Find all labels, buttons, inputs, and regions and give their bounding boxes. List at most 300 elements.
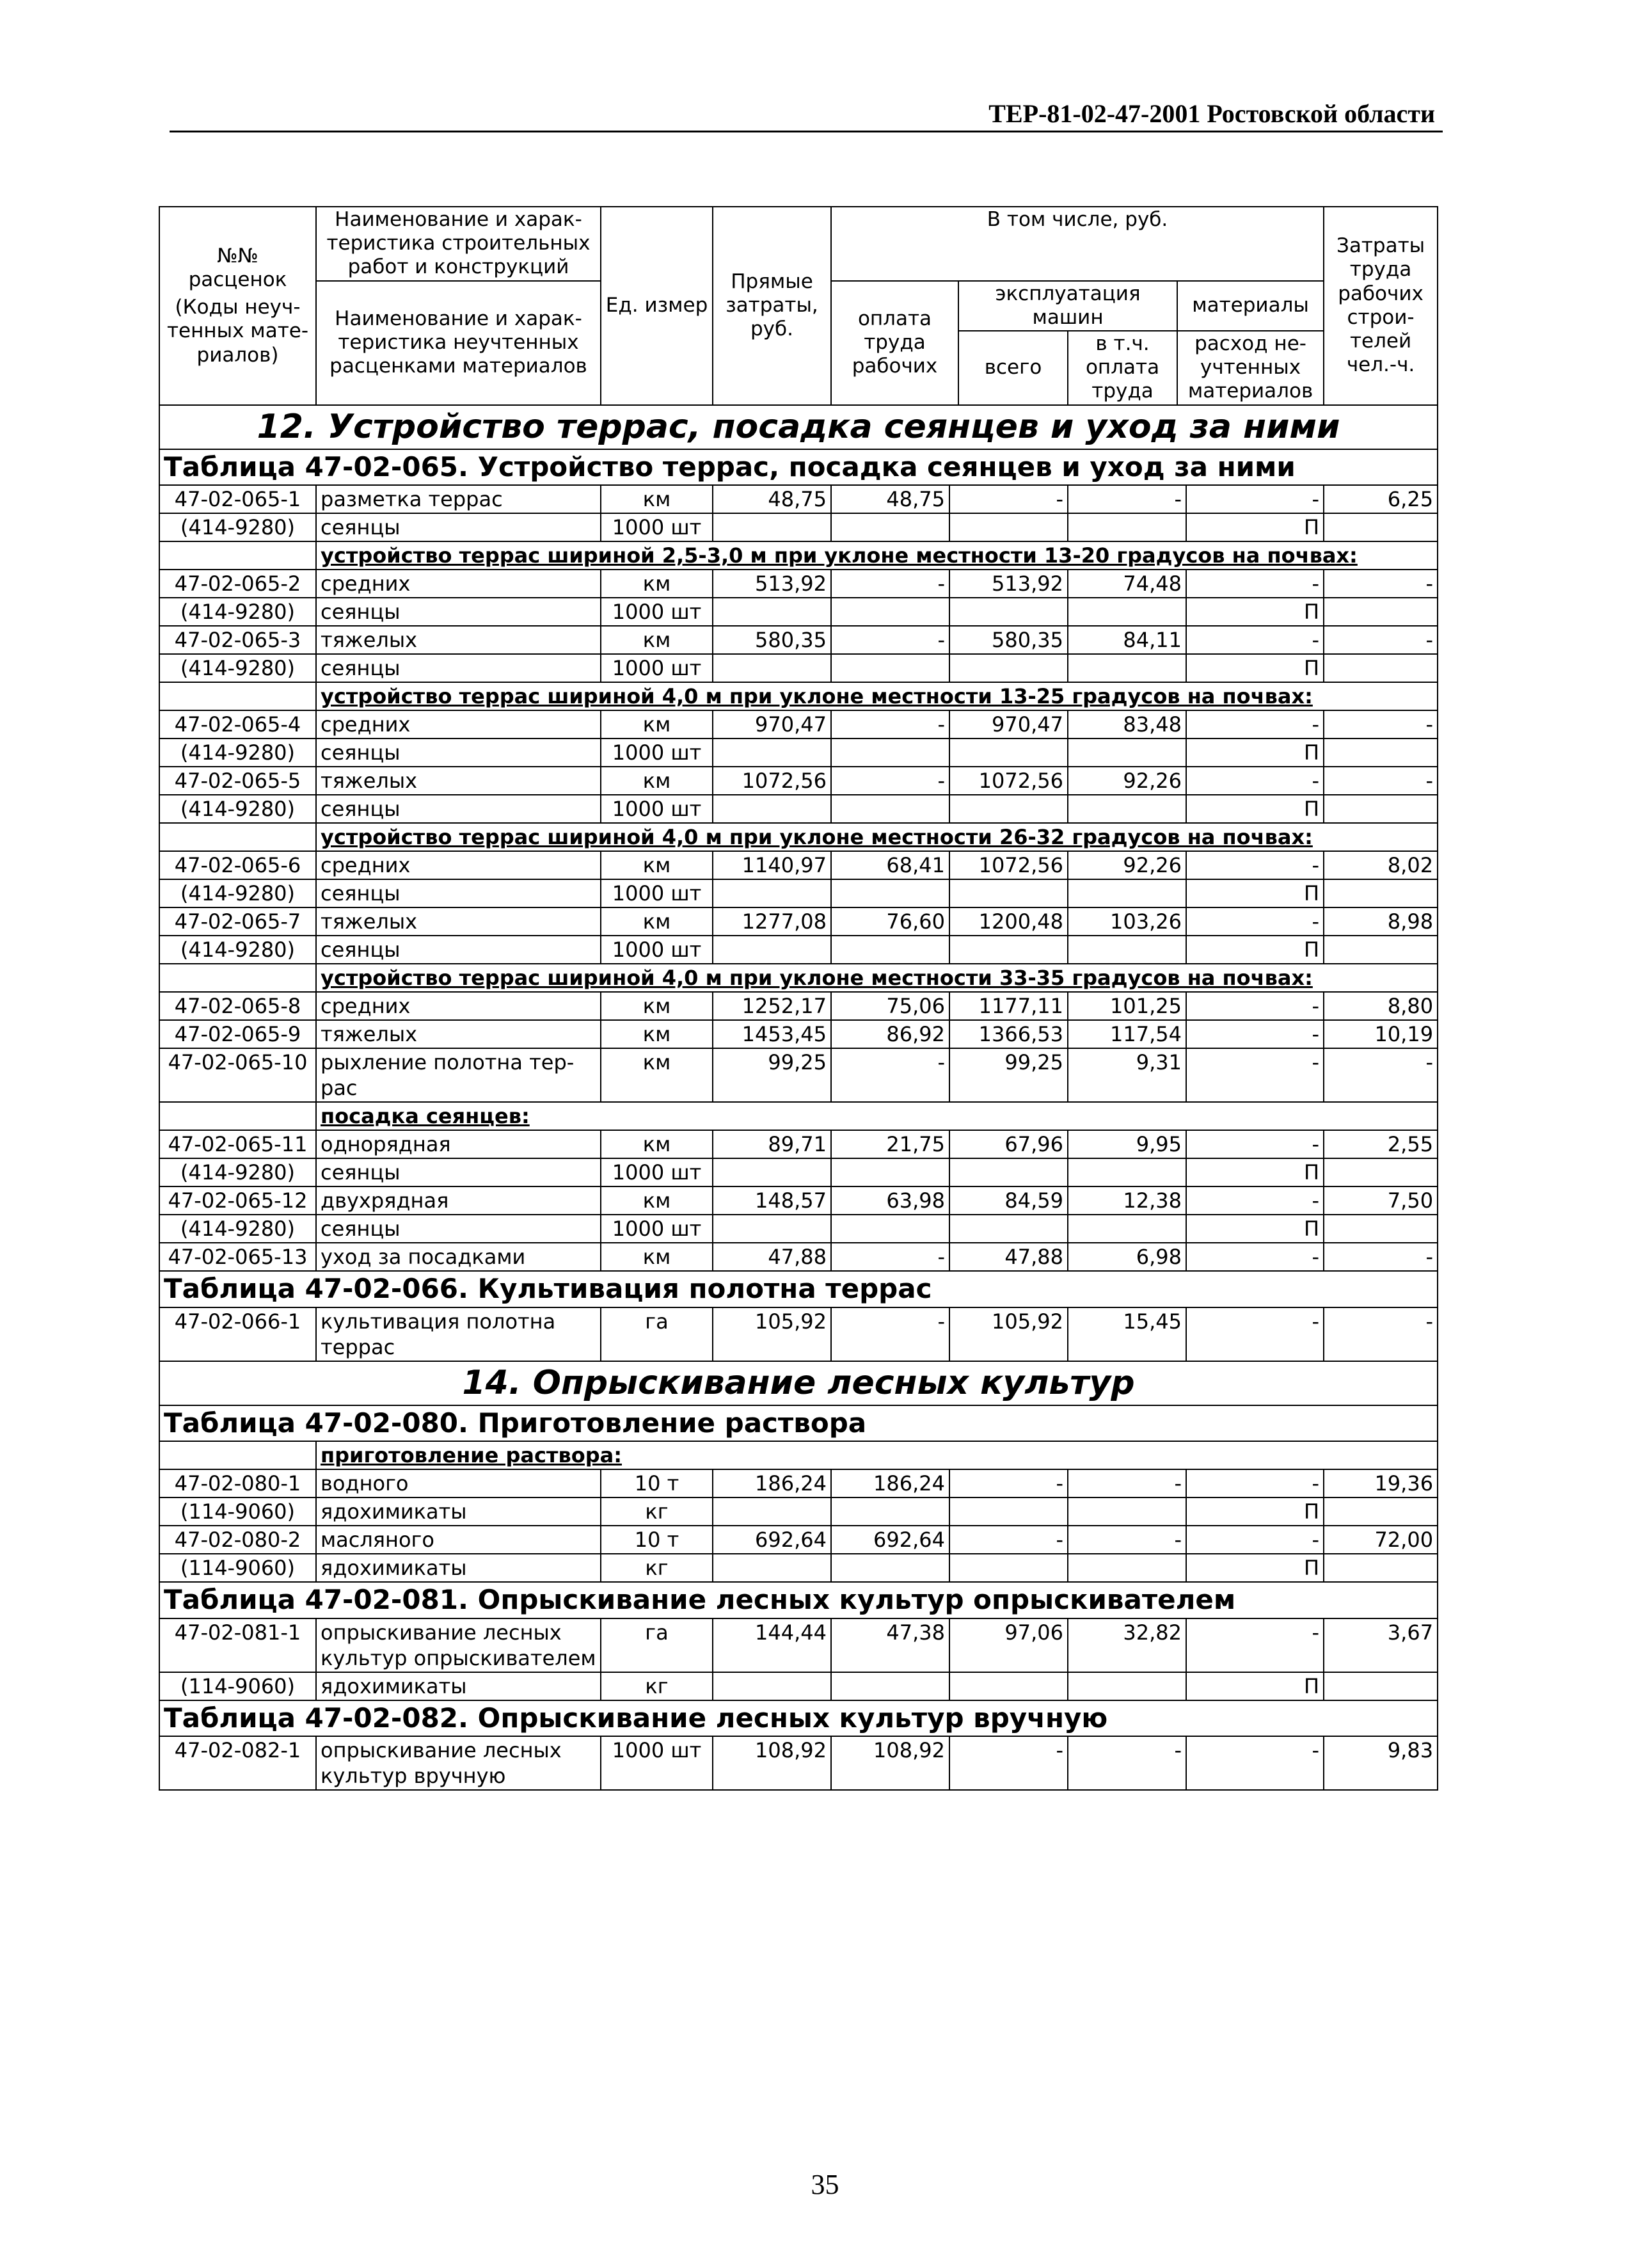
- direct-costs: 186,24: [713, 1469, 831, 1497]
- material-code: (414-9280): [159, 879, 316, 907]
- material-unit: кг: [601, 1672, 713, 1700]
- wages: -: [831, 1243, 949, 1271]
- machines-wages: -: [1068, 1526, 1186, 1554]
- direct-costs: 144,44: [713, 1618, 831, 1672]
- material-code: (414-9280): [159, 654, 316, 682]
- header-line: оплата: [857, 307, 932, 330]
- wages: 76,60: [831, 907, 949, 936]
- material-name: сеянцы: [316, 654, 601, 682]
- machines-total: 47,88: [949, 1243, 1068, 1271]
- table-title: Таблица 47-02-082. Опрыскивание лесных культур вручную: [159, 1700, 1438, 1737]
- direct-costs: 1277,08: [713, 907, 831, 936]
- labor-costs: 7,50: [1324, 1186, 1438, 1215]
- unit: км: [601, 907, 713, 936]
- labor-costs: -: [1324, 1307, 1438, 1361]
- material-code: (414-9280): [159, 936, 316, 964]
- material-row: [159, 1497, 1438, 1526]
- unit: км: [601, 1243, 713, 1271]
- material-flag: П: [1186, 1158, 1324, 1186]
- machines-wages: 117,54: [1068, 1020, 1186, 1048]
- header-unit-col: [601, 207, 713, 405]
- direct-costs: 105,92: [713, 1307, 831, 1361]
- rate-code: 47-02-065-8: [159, 992, 316, 1020]
- rate-code: 47-02-080-2: [159, 1526, 316, 1554]
- machines-total: 970,47: [949, 710, 1068, 739]
- header-line: оплата: [1085, 356, 1160, 379]
- header-line: риалов): [196, 343, 279, 367]
- machines-total: -: [949, 1736, 1068, 1790]
- material-row: [159, 598, 1438, 626]
- machines-total: 1072,56: [949, 851, 1068, 879]
- unit: км: [601, 485, 713, 513]
- group-caption: устройство террас шириной 4,0 м при уклоне местности 13-25 градусов на почвах:: [316, 682, 1438, 710]
- material-name: сеянцы: [316, 513, 601, 541]
- materials: -: [1186, 1020, 1324, 1048]
- work-name: водного: [316, 1469, 601, 1497]
- machines-total: 99,25: [949, 1048, 1068, 1102]
- material-name: сеянцы: [316, 598, 601, 626]
- unit: км: [601, 992, 713, 1020]
- materials: -: [1186, 1526, 1324, 1554]
- materials: -: [1186, 626, 1324, 654]
- materials: -: [1186, 485, 1324, 513]
- work-name: рыхление полотна тер-рас: [316, 1048, 601, 1102]
- material-name: сеянцы: [316, 1158, 601, 1186]
- machines-total: 67,96: [949, 1130, 1068, 1158]
- direct-costs: 1140,97: [713, 851, 831, 879]
- header-machines: [958, 282, 1177, 331]
- machines-wages: 9,95: [1068, 1130, 1186, 1158]
- unit: 10 т: [601, 1469, 713, 1497]
- header-line: труда: [1349, 258, 1412, 282]
- direct-costs: 148,57: [713, 1186, 831, 1215]
- table-row: [159, 1618, 1438, 1672]
- rate-code: 47-02-082-1: [159, 1736, 316, 1790]
- material-code: (414-9280): [159, 598, 316, 626]
- unit: км: [601, 851, 713, 879]
- material-code: (414-9280): [159, 513, 316, 541]
- materials: -: [1186, 1307, 1324, 1361]
- labor-costs: -: [1324, 1048, 1438, 1102]
- material-unit: 1000 шт: [601, 654, 713, 682]
- material-name: сеянцы: [316, 936, 601, 964]
- labor-costs: 72,00: [1324, 1526, 1438, 1554]
- material-row: [159, 936, 1438, 964]
- table-title: Таблица 47-02-080. Приготовление раствора: [159, 1405, 1438, 1442]
- header-materials-uncounted: [1177, 331, 1323, 404]
- work-name: разметка террас: [316, 485, 601, 513]
- labor-costs: 3,67: [1324, 1618, 1438, 1672]
- materials: -: [1186, 1469, 1324, 1497]
- rate-code: 47-02-065-2: [159, 570, 316, 598]
- material-row: [159, 1158, 1438, 1186]
- material-code: (414-9280): [159, 739, 316, 767]
- work-name: средних: [316, 710, 601, 739]
- material-unit: кг: [601, 1554, 713, 1582]
- rate-code: 47-02-065-1: [159, 485, 316, 513]
- labor-costs: 8,98: [1324, 907, 1438, 936]
- work-name: масляного: [316, 1526, 601, 1554]
- unit: км: [601, 570, 713, 598]
- header-materials: [1177, 282, 1323, 331]
- table-row: [159, 992, 1438, 1020]
- material-name: сеянцы: [316, 879, 601, 907]
- table-row: [159, 485, 1438, 513]
- work-name: тяжелых: [316, 767, 601, 795]
- header-line: Прямые: [731, 269, 813, 293]
- machines-wages: 74,48: [1068, 570, 1186, 598]
- machines-wages: 92,26: [1068, 767, 1186, 795]
- unit: км: [601, 710, 713, 739]
- header-line: руб.: [750, 317, 793, 341]
- header-line: эксплуатация машин: [995, 282, 1141, 329]
- machines-wages: 12,38: [1068, 1186, 1186, 1215]
- rate-code: 47-02-065-13: [159, 1243, 316, 1271]
- table-row: [159, 1243, 1438, 1271]
- rate-code: 47-02-065-7: [159, 907, 316, 936]
- material-flag: П: [1186, 795, 1324, 823]
- rate-code: 47-02-065-12: [159, 1186, 316, 1215]
- wages: 692,64: [831, 1526, 949, 1554]
- material-row: [159, 1215, 1438, 1243]
- labor-costs: -: [1324, 626, 1438, 654]
- header-line: расценками материалов: [329, 355, 587, 378]
- document-header: [170, 96, 1443, 132]
- table-row: [159, 1469, 1438, 1497]
- direct-costs: 692,64: [713, 1526, 831, 1554]
- header-line: тенных мате-: [166, 319, 309, 343]
- work-name: культивация полотна террас: [316, 1307, 601, 1361]
- table-row: [159, 1526, 1438, 1554]
- header-line: в т.ч.: [1095, 331, 1150, 355]
- header-code-col: [159, 207, 316, 405]
- work-name: средних: [316, 851, 601, 879]
- machines-total: 1072,56: [949, 767, 1068, 795]
- material-row: [159, 1554, 1438, 1582]
- direct-costs: 89,71: [713, 1130, 831, 1158]
- material-name: ядохимикаты: [316, 1497, 601, 1526]
- materials: -: [1186, 1243, 1324, 1271]
- header-line: учтенных: [1200, 356, 1301, 379]
- header-subcols: [831, 281, 1324, 405]
- group-caption: устройство террас шириной 4,0 м при уклоне местности 33-35 градусов на почвах:: [316, 964, 1438, 992]
- machines-wages: -: [1068, 1736, 1186, 1790]
- table-row: [159, 1020, 1438, 1048]
- header-line: затраты,: [726, 294, 818, 317]
- labor-costs: -: [1324, 767, 1438, 795]
- materials: -: [1186, 710, 1324, 739]
- header-line: труда: [864, 330, 926, 354]
- table-row: [159, 1186, 1438, 1215]
- machines-total: 580,35: [949, 626, 1068, 654]
- header-line: Затраты: [1336, 234, 1425, 258]
- work-name: однорядная: [316, 1130, 601, 1158]
- header-line: Наименование и харак-: [335, 208, 582, 231]
- header-line: телей: [1349, 329, 1412, 353]
- rate-code: 47-02-081-1: [159, 1618, 316, 1672]
- direct-costs: 47,88: [713, 1243, 831, 1271]
- direct-costs: 580,35: [713, 626, 831, 654]
- materials: -: [1186, 907, 1324, 936]
- header-including: [831, 207, 1324, 281]
- materials: -: [1186, 767, 1324, 795]
- work-name: тяжелых: [316, 907, 601, 936]
- machines-wages: 101,25: [1068, 992, 1186, 1020]
- wages: 63,98: [831, 1186, 949, 1215]
- materials: -: [1186, 992, 1324, 1020]
- header-line: Наименование и харак-: [335, 307, 582, 330]
- direct-costs: 99,25: [713, 1048, 831, 1102]
- machines-total: 105,92: [949, 1307, 1068, 1361]
- wages: 48,75: [831, 485, 949, 513]
- table-title: Таблица 47-02-066. Культивация полотна террас: [159, 1271, 1438, 1307]
- machines-total: -: [949, 1469, 1068, 1497]
- material-name: сеянцы: [316, 795, 601, 823]
- direct-costs: 513,92: [713, 570, 831, 598]
- materials: -: [1186, 1736, 1324, 1790]
- machines-wages: 6,98: [1068, 1243, 1186, 1271]
- table-row: [159, 851, 1438, 879]
- work-name: опрыскивание лесных культур опрыскивателем: [316, 1618, 601, 1672]
- material-code: (414-9280): [159, 1215, 316, 1243]
- materials: -: [1186, 1186, 1324, 1215]
- header-direct-col: [713, 207, 831, 405]
- unit: км: [601, 1020, 713, 1048]
- unit: 10 т: [601, 1526, 713, 1554]
- material-name: сеянцы: [316, 739, 601, 767]
- unit: км: [601, 1048, 713, 1102]
- rate-code: 47-02-080-1: [159, 1469, 316, 1497]
- table-row: [159, 626, 1438, 654]
- material-flag: П: [1186, 513, 1324, 541]
- header-line: материалов: [1187, 379, 1313, 403]
- material-unit: 1000 шт: [601, 513, 713, 541]
- header-line: В том числе, руб.: [987, 208, 1168, 231]
- wages: 86,92: [831, 1020, 949, 1048]
- direct-costs: 970,47: [713, 710, 831, 739]
- material-flag: П: [1186, 1497, 1324, 1526]
- header-line: строи-: [1347, 305, 1415, 329]
- materials: -: [1186, 1048, 1324, 1102]
- labor-costs: 2,55: [1324, 1130, 1438, 1158]
- work-name: тяжелых: [316, 1020, 601, 1048]
- machines-total: -: [949, 1526, 1068, 1554]
- header-line: №№: [217, 244, 258, 268]
- labor-costs: 6,25: [1324, 485, 1438, 513]
- rates-table: [159, 206, 1438, 1791]
- rate-code: 47-02-065-11: [159, 1130, 316, 1158]
- direct-costs: 48,75: [713, 485, 831, 513]
- labor-costs: -: [1324, 1243, 1438, 1271]
- material-unit: 1000 шт: [601, 1215, 713, 1243]
- document-code: ТЕР-81-02-47-2001 Ростовской области: [988, 99, 1435, 128]
- rate-code: 47-02-065-4: [159, 710, 316, 739]
- material-code: (114-9060): [159, 1497, 316, 1526]
- table-title: Таблица 47-02-081. Опрыскивание лесных культур опрыскивателем: [159, 1582, 1438, 1618]
- section-title: 14. Опрыскивание лесных культур: [159, 1361, 1438, 1405]
- unit: га: [601, 1618, 713, 1672]
- wages: -: [831, 626, 949, 654]
- wages: 108,92: [831, 1736, 949, 1790]
- material-code: (414-9280): [159, 1158, 316, 1186]
- rate-code: 47-02-065-10: [159, 1048, 316, 1102]
- wages: -: [831, 1048, 949, 1102]
- header-line: теристика неучтенных: [338, 330, 579, 354]
- header-line: рабочих: [1338, 282, 1424, 305]
- wages: 75,06: [831, 992, 949, 1020]
- wages: -: [831, 1307, 949, 1361]
- rate-code: 47-02-066-1: [159, 1307, 316, 1361]
- header-line: теристика строительных: [326, 232, 591, 255]
- material-flag: П: [1186, 1672, 1324, 1700]
- machines-wages: 83,48: [1068, 710, 1186, 739]
- machines-wages: 84,11: [1068, 626, 1186, 654]
- table-row: [159, 1736, 1438, 1790]
- labor-costs: 8,02: [1324, 851, 1438, 879]
- work-name: средних: [316, 992, 601, 1020]
- material-row: [159, 879, 1438, 907]
- material-code: (414-9280): [159, 795, 316, 823]
- machines-wages: 32,82: [1068, 1618, 1186, 1672]
- material-name: ядохимикаты: [316, 1672, 601, 1700]
- wages: 21,75: [831, 1130, 949, 1158]
- materials: -: [1186, 1130, 1324, 1158]
- labor-costs: -: [1324, 570, 1438, 598]
- material-name: сеянцы: [316, 1215, 601, 1243]
- group-caption: устройство террас шириной 2,5-3,0 м при уклоне местности 13-20 градусов на почвах:: [316, 541, 1438, 570]
- material-unit: 1000 шт: [601, 879, 713, 907]
- work-name: уход за посадками: [316, 1243, 601, 1271]
- machines-total: 1366,53: [949, 1020, 1068, 1048]
- wages: 47,38: [831, 1618, 949, 1672]
- material-unit: 1000 шт: [601, 795, 713, 823]
- material-unit: кг: [601, 1497, 713, 1526]
- work-name: двухрядная: [316, 1186, 601, 1215]
- labor-costs: 10,19: [1324, 1020, 1438, 1048]
- header-wages: [832, 282, 958, 404]
- direct-costs: 108,92: [713, 1736, 831, 1790]
- page-number: 35: [811, 2169, 839, 2200]
- rate-code: 47-02-065-5: [159, 767, 316, 795]
- labor-costs: 19,36: [1324, 1469, 1438, 1497]
- wages: -: [831, 570, 949, 598]
- table-row: [159, 570, 1438, 598]
- material-flag: П: [1186, 936, 1324, 964]
- header-line: труда: [1091, 379, 1154, 403]
- machines-total: 97,06: [949, 1618, 1068, 1672]
- group-caption: устройство террас шириной 4,0 м при уклоне местности 26-32 градусов на почвах:: [316, 823, 1438, 851]
- table-row: [159, 710, 1438, 739]
- machines-total: 1177,11: [949, 992, 1068, 1020]
- header-line: (Коды неуч-: [175, 296, 301, 319]
- material-flag: П: [1186, 1554, 1324, 1582]
- material-unit: 1000 шт: [601, 1158, 713, 1186]
- material-flag: П: [1186, 1215, 1324, 1243]
- header-line: рабочих: [852, 355, 938, 378]
- header-line: всего: [984, 356, 1042, 379]
- header-line: работ и конструкций: [347, 255, 569, 279]
- material-flag: П: [1186, 654, 1324, 682]
- labor-costs: -: [1324, 710, 1438, 739]
- machines-total: 84,59: [949, 1186, 1068, 1215]
- table-row: [159, 1130, 1438, 1158]
- table-row: [159, 1307, 1438, 1361]
- table-row: [159, 907, 1438, 936]
- wages: 68,41: [831, 851, 949, 879]
- unit: км: [601, 1186, 713, 1215]
- machines-total: 513,92: [949, 570, 1068, 598]
- header-line: материалы: [1192, 294, 1309, 317]
- labor-costs: 9,83: [1324, 1736, 1438, 1790]
- unit: 1000 шт: [601, 1736, 713, 1790]
- table-row: [159, 1048, 1438, 1102]
- direct-costs: 1252,17: [713, 992, 831, 1020]
- material-row: [159, 739, 1438, 767]
- header-line: расценок: [188, 268, 287, 291]
- group-caption: приготовление раствора:: [316, 1441, 1438, 1469]
- table-row: [159, 767, 1438, 795]
- material-flag: П: [1186, 598, 1324, 626]
- material-row: [159, 654, 1438, 682]
- machines-total: -: [949, 485, 1068, 513]
- table-title: Таблица 47-02-065. Устройство террас, посадка сеянцев и уход за ними: [159, 449, 1438, 486]
- machines-wages: 9,31: [1068, 1048, 1186, 1102]
- material-flag: П: [1186, 879, 1324, 907]
- header-material-name-col: [316, 281, 601, 405]
- header-line: чел.-ч.: [1346, 353, 1415, 377]
- direct-costs: 1453,45: [713, 1020, 831, 1048]
- machines-wages: -: [1068, 1469, 1186, 1497]
- unit: км: [601, 1130, 713, 1158]
- materials: -: [1186, 570, 1324, 598]
- material-row: [159, 513, 1438, 541]
- header-name-col: [316, 207, 601, 281]
- rate-code: 47-02-065-9: [159, 1020, 316, 1048]
- work-name: тяжелых: [316, 626, 601, 654]
- direct-costs: 1072,56: [713, 767, 831, 795]
- material-name: ядохимикаты: [316, 1554, 601, 1582]
- section-title: 12. Устройство террас, посадка сеянцев и уход за ними: [159, 405, 1438, 449]
- rate-code: 47-02-065-6: [159, 851, 316, 879]
- header-machines-total: [958, 331, 1068, 404]
- unit: км: [601, 626, 713, 654]
- header-labor-col: [1324, 207, 1438, 405]
- header-line: Ед. измер: [605, 294, 708, 317]
- wages: 186,24: [831, 1469, 949, 1497]
- rate-code: 47-02-065-3: [159, 626, 316, 654]
- wages: -: [831, 767, 949, 795]
- unit: га: [601, 1307, 713, 1361]
- machines-wages: -: [1068, 485, 1186, 513]
- materials: -: [1186, 1618, 1324, 1672]
- material-flag: П: [1186, 739, 1324, 767]
- header-line: расход не-: [1194, 331, 1306, 355]
- work-name: опрыскивание лесных культур вручную: [316, 1736, 601, 1790]
- machines-wages: 103,26: [1068, 907, 1186, 936]
- material-unit: 1000 шт: [601, 739, 713, 767]
- unit: км: [601, 767, 713, 795]
- machines-wages: 92,26: [1068, 851, 1186, 879]
- machines-total: 1200,48: [949, 907, 1068, 936]
- machines-wages: 15,45: [1068, 1307, 1186, 1361]
- group-caption: посадка сеянцев:: [316, 1102, 1438, 1130]
- material-row: [159, 1672, 1438, 1700]
- wages: -: [831, 710, 949, 739]
- materials: -: [1186, 851, 1324, 879]
- work-name: средних: [316, 570, 601, 598]
- material-unit: 1000 шт: [601, 598, 713, 626]
- labor-costs: 8,80: [1324, 992, 1438, 1020]
